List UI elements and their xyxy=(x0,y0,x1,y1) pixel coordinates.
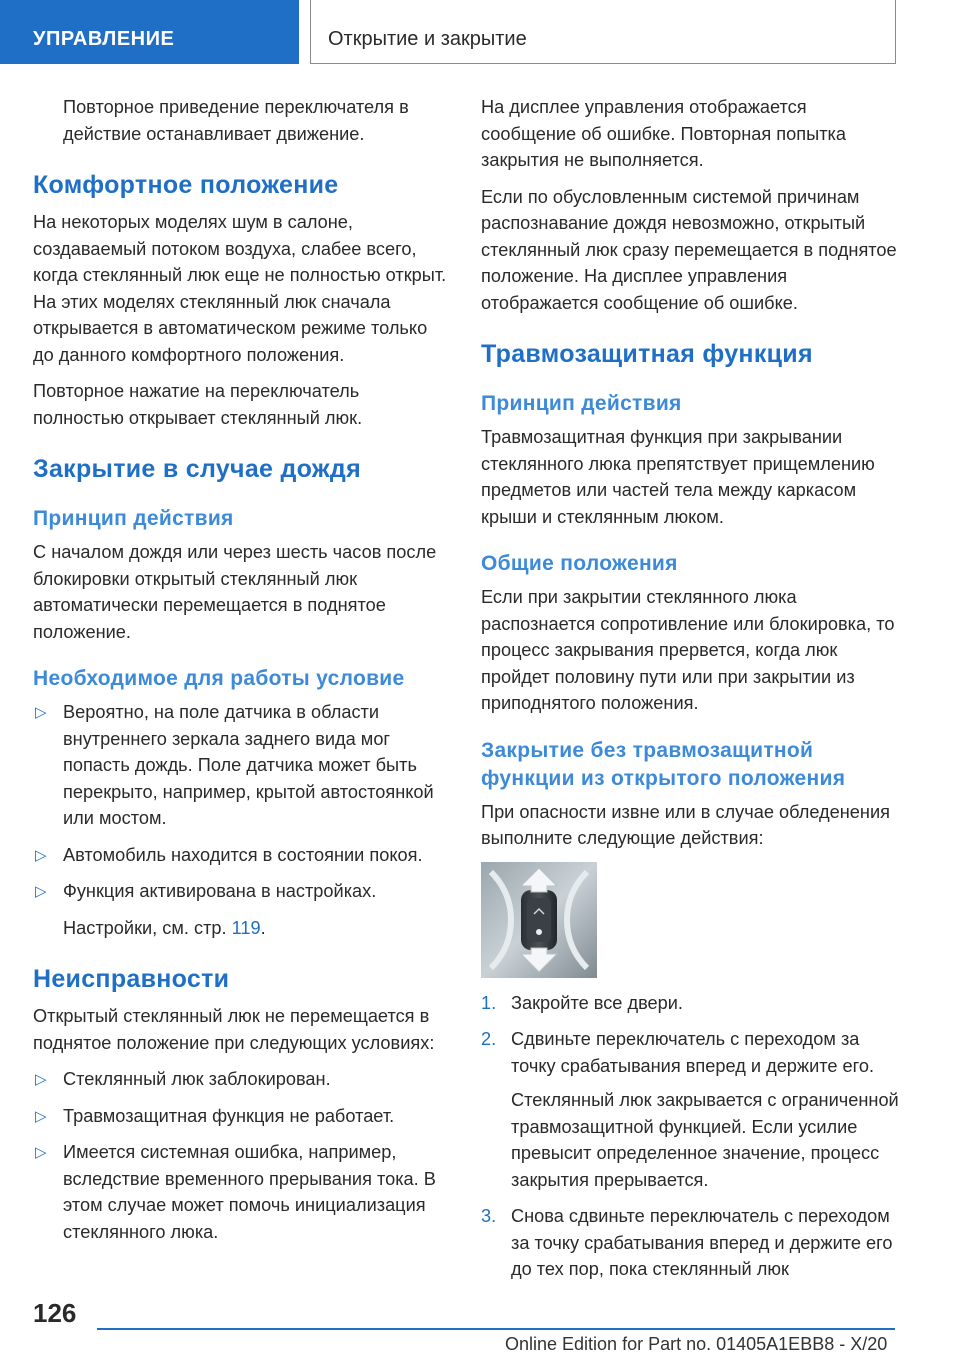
steps-list-continued xyxy=(481,1203,899,1283)
step-2-note: Стеклянный люк закрывается с ограниченной травмозащитной функцией. Если усилие превысит определенное значение, процесс закрытия прерывается. xyxy=(511,1090,899,1190)
comfort-paragraph-2: Повторное нажатие на переключатель полностью открывает стеклянный люк. xyxy=(33,381,363,428)
settings-reference: Настройки, см. стр. 119. xyxy=(63,917,266,938)
list-item: ▷ Имеется системная ошибка, например, вследствие временного прерывания тока. В этом случае может помочь инициализация стеклянного люка. xyxy=(35,1142,436,1242)
conditions-heading: Необходимое для работы условие xyxy=(33,667,405,690)
injury-principle-heading: Принцип действия xyxy=(481,392,682,415)
left-column xyxy=(33,94,451,1255)
faults-paragraph: Открытый стеклянный люк не перемещается в поднятое положение при следующих условиях: xyxy=(33,1006,435,1053)
page-number: 126 xyxy=(33,1298,77,1328)
comfort-heading: Комфортное положение xyxy=(33,171,339,199)
steps-list xyxy=(481,990,899,1080)
edition-footer: Online Edition for Part no. 01405A1EBB8 - X/20 xyxy=(505,1334,888,1354)
triangle-bullet-icon: ▷ xyxy=(35,846,47,864)
list-item: 3. Снова сдвиньте переключатель с переходом за точку срабатывания вперед и держите его до тех пор, пока стеклянный люк xyxy=(481,1206,893,1279)
list-item: ▷ Функция активирована в настройках. xyxy=(33,878,451,905)
footer-divider xyxy=(97,1328,895,1330)
triangle-bullet-icon: ▷ xyxy=(35,704,47,721)
list-item: ▷ Вероятно, на поле датчика в области внутреннего зеркала заднего вида мог попасть дождь. Поле датчика может быть перекрыто, например, крытой автостоянкой или мостом. xyxy=(35,702,434,828)
injury-principle-paragraph: Травмозащитная функция при закрывании стеклянного люка препятствует прищемлению предметов или частей тела между каркасом крыши и стеклянным люком. xyxy=(481,427,875,527)
roof-switch-image xyxy=(481,862,597,978)
list-item: 1. Закройте все двери. xyxy=(481,992,683,1013)
list-item: 2. Сдвиньте переключатель с переходом за точку срабатывания вперед и держите его. xyxy=(481,1029,875,1076)
injury-protection-heading: Травмозащитная функция xyxy=(481,340,813,368)
rain-principle-heading: Принцип действия xyxy=(33,507,234,530)
general-paragraph: Если при закрытии стеклянного люка распознается сопротивление или блокировка, то процесс закрывания прервется, когда люк пройдет половину пути или при закрытии из приподнятого положения. xyxy=(481,587,895,713)
no-protection-heading: Закрытие без травмозащитной функции из открытого положения xyxy=(481,738,846,790)
faults-heading: Неисправности xyxy=(33,965,230,993)
no-protection-paragraph: При опасности извне или в случае обледенения выполните следующие действия: xyxy=(481,801,890,848)
general-heading: Общие положения xyxy=(481,552,678,575)
intro-paragraph: Повторное приведение переключателя в действие останавливает движение. xyxy=(63,97,409,144)
list-item: ▷ Автомобиль находится в состоянии покоя. xyxy=(33,842,451,869)
topic-header: Открытие и закрытие xyxy=(310,0,896,64)
list-item: ▷ Травмозащитная функция не работает. xyxy=(33,1103,451,1130)
rain-heading: Закрытие в случае дождя xyxy=(33,455,361,483)
triangle-bullet-icon: ▷ xyxy=(35,883,47,900)
right-column xyxy=(481,94,899,1293)
system-paragraph: Если по обусловленным системой причинам распознавание дождя невозможно, открытый стеклянный люк сразу перемещается в поднятое положение. На дисплее управления отображается сообщение об ошибке. xyxy=(481,186,897,313)
triangle-bullet-icon: ▷ xyxy=(35,1144,47,1161)
faults-list xyxy=(33,1066,451,1245)
triangle-bullet-icon: ▷ xyxy=(35,1071,47,1088)
section-header: УПРАВЛЕНИЕ xyxy=(0,0,299,64)
display-paragraph: На дисплее управления отображается сообщение об ошибке. Повторная попытка закрытия не выполняется. xyxy=(481,97,846,170)
list-item: ▷ Стеклянный люк заблокирован. xyxy=(33,1066,451,1093)
rain-principle-paragraph: С началом дождя или через шесть часов после блокировки открытый стеклянный люк автоматически перемещается в поднятое положение. xyxy=(33,542,437,642)
comfort-paragraph-1: На некоторых моделях шум в салоне, создаваемый потоком воздуха, слабее всего, когда стеклянный люк еще не полностью открыт. На этих моделях стеклянный люк сначала открывается в автоматическом режиме только до данного комфортного положения. xyxy=(33,212,447,365)
page-link[interactable]: 119 xyxy=(231,917,261,938)
triangle-bullet-icon: ▷ xyxy=(35,1107,47,1125)
conditions-list xyxy=(33,699,451,905)
roof-switch-icon xyxy=(481,862,597,978)
